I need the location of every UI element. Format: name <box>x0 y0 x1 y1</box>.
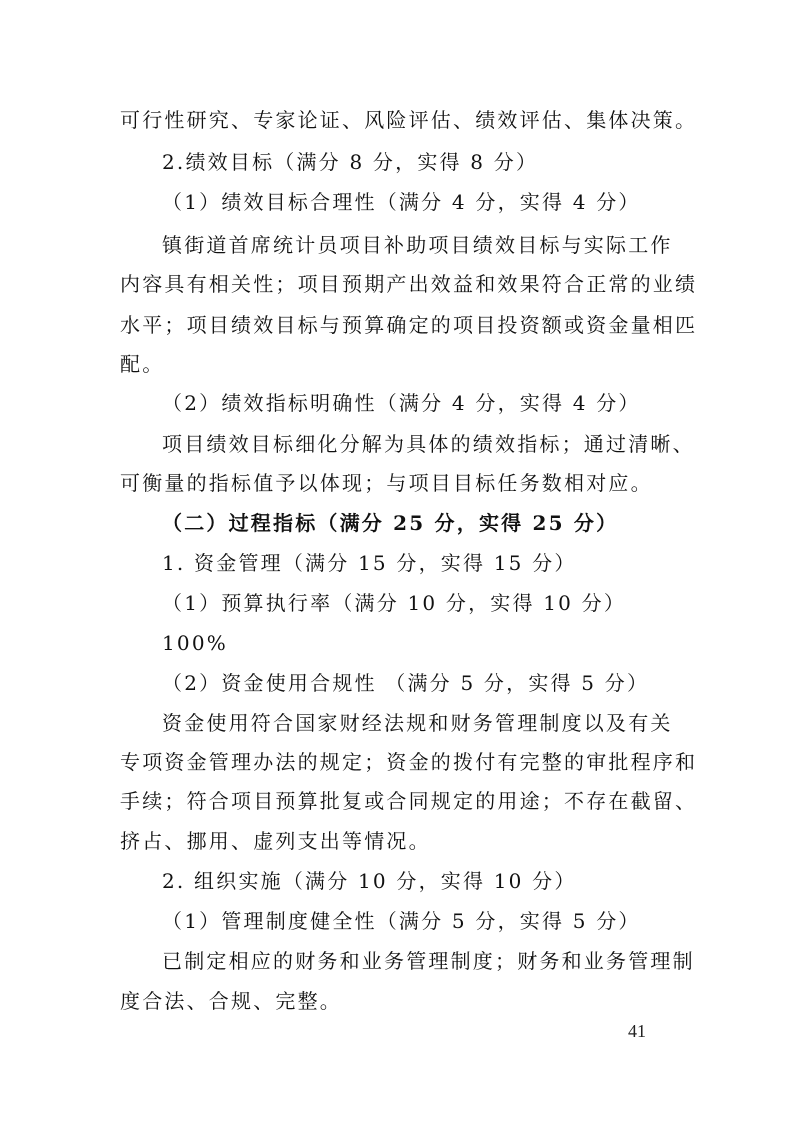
subsection-heading: （2）绩效指标明确性（满分 4 分，实得 4 分） <box>162 391 641 415</box>
body-text-line: 内容具有相关性；项目预期产出效益和效果符合正常的业绩 <box>120 272 698 296</box>
page-number: 41 <box>628 1021 646 1041</box>
body-text-line: 手续；符合项目预算批复或合同规定的用途；不存在截留、 <box>120 789 698 813</box>
section-heading: 1. 资金管理（满分 15 分，实得 15 分） <box>162 551 577 575</box>
subsection-heading: （1）管理制度健全性（满分 5 分，实得 5 分） <box>162 909 641 933</box>
body-text-line: 项目绩效目标细化分解为具体的绩效指标；通过清晰、 <box>162 432 695 456</box>
subsection-heading: （1）绩效目标合理性（满分 4 分，实得 4 分） <box>162 190 641 214</box>
body-text-line: 水平；项目绩效目标与预算确定的项目投资额或资金量相匹 <box>120 313 698 337</box>
subsection-heading: （1）预算执行率（满分 10 分，实得 10 分） <box>162 591 627 615</box>
body-text-line: 已制定相应的财务和业务管理制度；财务和业务管理制 <box>162 949 695 973</box>
body-text-line: 镇街道首席统计员项目补助项目绩效目标与实际工作 <box>162 233 673 257</box>
body-text-line: 专项资金管理办法的规定；资金的拨付有完整的审批程序和 <box>120 750 698 774</box>
section-heading: 2. 组织实施（满分 10 分，实得 10 分） <box>162 869 577 893</box>
body-text-line: 100% <box>162 631 228 655</box>
body-text-line: 配。 <box>120 352 165 376</box>
body-text-line: 可行性研究、专家论证、风险评估、绩效评估、集体决策。 <box>120 108 698 132</box>
body-text-line: 度合法、合规、完整。 <box>120 989 342 1013</box>
chapter-heading: （二）过程指标（满分 25 分，实得 25 分） <box>162 511 619 535</box>
body-text-line: 挤占、挪用、虚列支出等情况。 <box>120 829 431 853</box>
body-text-line: 可衡量的指标值予以体现；与项目目标任务数相对应。 <box>120 471 653 495</box>
subsection-heading: （2）资金使用合规性 （满分 5 分，实得 5 分） <box>162 671 650 695</box>
section-heading: 2.绩效目标（满分 8 分，实得 8 分） <box>162 150 539 174</box>
body-text-line: 资金使用符合国家财经法规和财务管理制度以及有关 <box>162 711 673 735</box>
